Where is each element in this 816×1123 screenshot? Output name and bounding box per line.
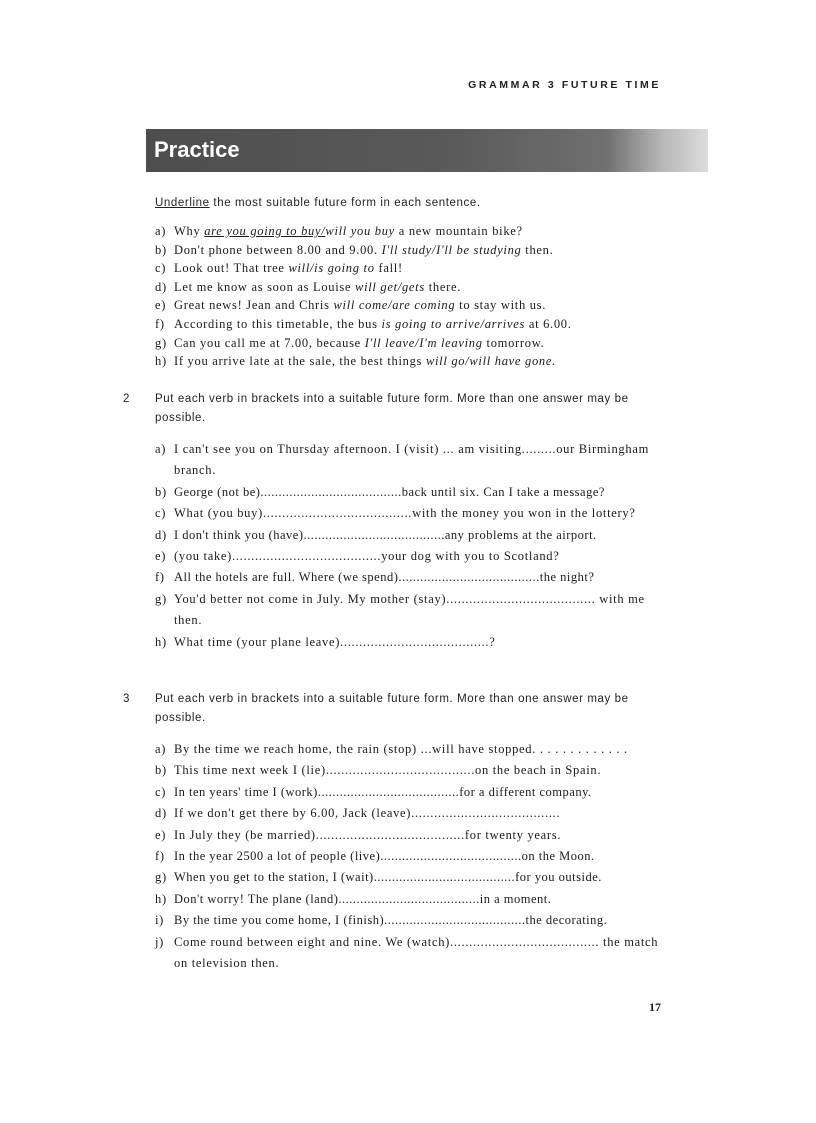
- item-text: Come round between eight and nine. We (watch)....................................... the match on television then.: [174, 934, 659, 971]
- item-label: b): [155, 763, 167, 778]
- item-label: a): [155, 742, 167, 756]
- item-text: In ten years' time I (work).......................................for a different company.: [174, 784, 592, 799]
- item-text: You'd better not come in July. My mother (stay)....................................... with me then.: [174, 591, 645, 628]
- ex2-item: [155, 632, 667, 653]
- item-label: h): [155, 634, 167, 649]
- item-label: g): [155, 335, 167, 350]
- ex1-list: [155, 222, 667, 371]
- item-label: f): [155, 849, 165, 864]
- item-label: c): [155, 261, 167, 276]
- ex3-item: [155, 825, 667, 846]
- practice-banner: [146, 129, 708, 172]
- ex2-number: 2: [123, 393, 130, 405]
- item-options: will go/will have gone.: [425, 354, 556, 369]
- item-label: b): [155, 242, 167, 257]
- ex3-item: [155, 739, 667, 760]
- item-label: e): [155, 827, 167, 842]
- item-pre: Don't phone between 8.00 and 9.00.: [174, 242, 382, 257]
- ex1-item: [155, 315, 667, 334]
- item-label: d): [155, 279, 167, 294]
- item-label: g): [155, 870, 167, 885]
- ex2-item: [155, 503, 667, 524]
- item-pre: Why: [174, 224, 205, 238]
- item-pre: According to this timetable, the bus: [174, 316, 382, 331]
- item-post: to stay with us.: [455, 298, 547, 313]
- item-label: i): [155, 913, 165, 928]
- item-post: tomorrow.: [482, 335, 545, 350]
- item-label: h): [155, 891, 167, 906]
- item-options: will/is going to: [288, 261, 375, 276]
- item-pre: Can you call me at 7.00, because: [174, 335, 365, 350]
- item-text: By the time we reach home, the rain (stop) ...will have stopped. . . . . . . . . . . . .: [174, 742, 628, 756]
- item-label: e): [155, 549, 167, 564]
- item-post: then.: [521, 242, 554, 257]
- item-label: c): [155, 506, 167, 521]
- ex3-item: [155, 846, 667, 867]
- ex2-item: [155, 439, 667, 482]
- item-post: a new mountain bike?: [394, 224, 523, 238]
- page-number: 17: [649, 1000, 661, 1014]
- ex3-item: [155, 803, 667, 824]
- ex2-item: [155, 567, 667, 588]
- item-text: By the time you come home, I (finish).......................................the decorating.: [174, 913, 608, 928]
- ex2-item: [155, 546, 667, 567]
- ex1-item: [155, 259, 667, 278]
- running-header: GRAMMAR 3 FUTURE TIME: [468, 79, 661, 91]
- ex3-item: [155, 910, 667, 931]
- ex1-instruction: [155, 194, 665, 213]
- ex1-instruction-rest: the most suitable future form in each sentence.: [209, 197, 481, 209]
- ex2-instruction: Put each verb in brackets into a suitable future form. More than one answer may be possible.: [155, 393, 629, 424]
- item-pre: If you arrive late at the sale, the best things: [174, 354, 426, 369]
- item-label: e): [155, 298, 167, 313]
- item-label: f): [155, 570, 165, 585]
- ex1-item: [155, 334, 667, 353]
- ex3-item: [155, 932, 667, 975]
- item-label: j): [155, 934, 165, 949]
- item-options: is going to arrive/arrives: [381, 316, 526, 331]
- ex3-item: [155, 867, 667, 888]
- item-text: All the hotels are full. Where (we spend).......................................the night?: [174, 570, 595, 585]
- banner-title: Practice: [154, 137, 240, 162]
- ex1-item: [155, 352, 667, 371]
- ex1-instruction-underline: Underline: [155, 197, 210, 209]
- ex1-item: [155, 241, 667, 260]
- item-text: When you get to the station, I (wait).......................................for you outside.: [174, 870, 602, 885]
- ex1-item: [155, 296, 667, 315]
- item-text: What (you buy).......................................with the money you won in the lottery?: [174, 506, 636, 521]
- ex3-list: [155, 739, 667, 974]
- item-text: What time (your plane leave).......................................?: [174, 634, 496, 649]
- ex2-item: [155, 589, 667, 632]
- ex3-item: [155, 889, 667, 910]
- ex2-item: [155, 482, 667, 503]
- item-options: I'll study/I'll be studying: [381, 242, 522, 257]
- item-text: (you take).......................................your dog with you to Scotland?: [174, 549, 560, 564]
- ex3-instruction: Put each verb in brackets into a suitable future form. More than one answer may be possible.: [155, 693, 629, 724]
- item-text: George (not be).......................................back until six. Can I take a message?: [174, 484, 605, 499]
- ex3-item: [155, 782, 667, 803]
- item-label: c): [155, 784, 167, 799]
- item-label: a): [155, 224, 167, 238]
- item-text: In July they (be married).......................................for twenty years.: [174, 827, 562, 842]
- item-post: there.: [424, 279, 462, 294]
- item-pre: Great news! Jean and Chris: [174, 298, 334, 313]
- item-label: f): [155, 316, 165, 331]
- ex2-list: [155, 439, 667, 653]
- item-options: I'll leave/I'm leaving: [364, 335, 483, 350]
- item-text: If we don't get there by 6.00, Jack (leave).......................................: [174, 806, 561, 821]
- item-label: a): [155, 442, 167, 456]
- item-text: I can't see you on Thursday afternoon. I (visit) ... am visiting.........our Birmingham branch.: [174, 442, 649, 478]
- ex1-item: [155, 278, 667, 297]
- item-text: This time next week I (lie).......................................on the beach in Spain.: [174, 763, 602, 778]
- underlined-answer: are you going to buy/: [204, 224, 326, 238]
- ex1-item: [155, 222, 667, 241]
- item-text: In the year 2500 a lot of people (live).......................................on the Moon.: [174, 849, 595, 864]
- ex3-number: 3: [123, 693, 130, 705]
- item-label: h): [155, 354, 167, 369]
- item-label: d): [155, 527, 167, 542]
- item-options: are you going to buy/will you buy: [204, 224, 395, 238]
- item-options: will come/are coming: [333, 298, 456, 313]
- item-text: I don't think you (have).......................................any problems at the airport.: [174, 527, 597, 542]
- item-label: b): [155, 484, 167, 499]
- item-text: Don't worry! The plane (land).......................................in a moment.: [174, 891, 552, 906]
- ex2-item: [155, 525, 667, 546]
- item-pre: Look out! That tree: [174, 261, 289, 276]
- ex3-item: [155, 760, 667, 781]
- item-post: fall!: [374, 261, 403, 276]
- item-options: will get/gets: [355, 279, 425, 294]
- item-post: at 6.00.: [525, 316, 572, 331]
- item-label: d): [155, 806, 167, 821]
- item-pre: Let me know as soon as Louise: [174, 279, 356, 294]
- item-label: g): [155, 591, 167, 606]
